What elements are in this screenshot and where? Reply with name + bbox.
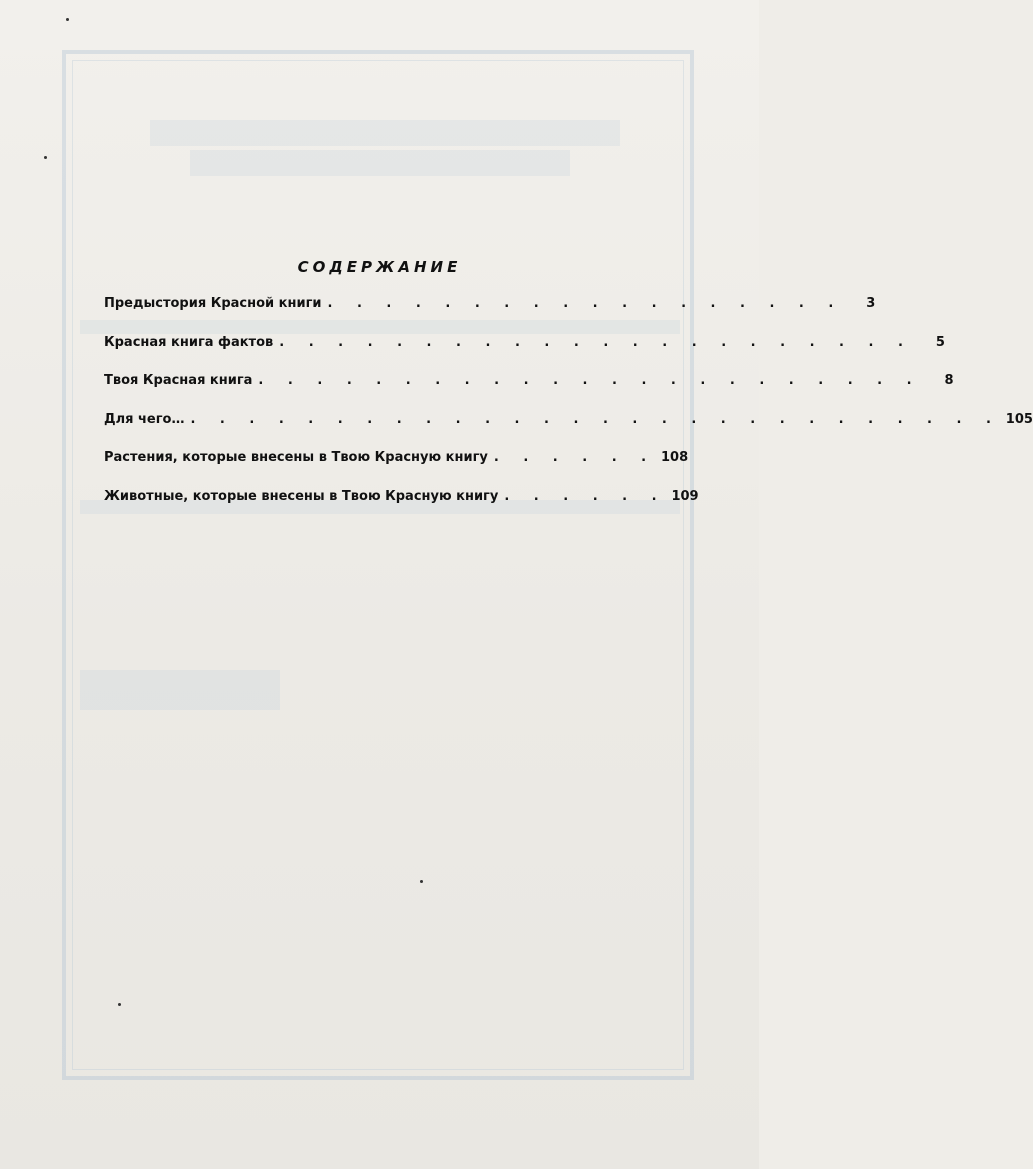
toc-dot-leader: . . . . . . — [493, 450, 657, 465]
toc-dot-leader: . . . . . . . . . . . . . . . . . . — [327, 296, 844, 311]
paper-speck — [420, 880, 423, 883]
toc-page-number: 109 — [671, 488, 699, 504]
paper-speck — [44, 156, 47, 159]
toc-page-number: 3 — [866, 296, 876, 311]
toc-entry-label: Для чего… — [104, 411, 185, 427]
table-of-contents — [104, 296, 1033, 527]
toc-page-number: 105 — [1005, 411, 1033, 427]
toc-dot-leader: . . . . . . . . . . . . . . . . . . . . . . . . . . . . — [190, 411, 1001, 427]
toc-page-number: 8 — [944, 373, 954, 388]
toc-title: СОДЕРЖАНИЕ — [297, 258, 462, 276]
toc-page-number: 5 — [935, 334, 945, 350]
toc-entry-label: Животные, которые внесены в Твою Красную книгу — [104, 488, 499, 504]
toc-entry-label: Твоя Красная книга — [104, 373, 253, 388]
toc-entry — [104, 488, 699, 528]
show-through-band — [150, 120, 620, 146]
toc-entry-label: Предыстория Красной книги — [104, 296, 322, 311]
toc-entry — [104, 411, 1033, 451]
paper-speck — [66, 18, 69, 21]
toc-entry-label: Красная книга фактов — [104, 334, 274, 350]
toc-entry — [104, 296, 876, 335]
toc-entry — [104, 334, 945, 374]
show-through-band — [190, 150, 570, 176]
paper-speck — [118, 1003, 121, 1006]
show-through-band — [80, 670, 280, 710]
toc-dot-leader: . . . . . . . . . . . . . . . . . . . . . . . — [258, 373, 922, 388]
toc-page-number: 108 — [660, 450, 689, 465]
show-through-frame-inner — [72, 60, 684, 1070]
toc-entry — [104, 373, 954, 412]
toc-entry-label: Растения, которые внесены в Твою Красную книгу — [104, 450, 488, 465]
toc-dot-leader: . . . . . . — [504, 488, 667, 504]
toc-entry — [104, 450, 689, 489]
toc-dot-leader: . . . . . . . . . . . . . . . . . . . . . . — [279, 334, 913, 350]
